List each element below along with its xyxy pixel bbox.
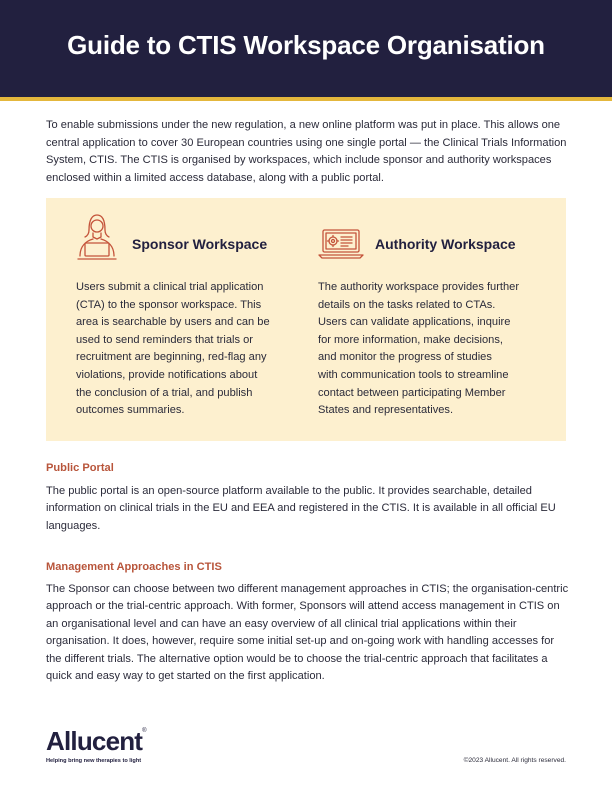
management-heading: Management Approaches in CTIS xyxy=(46,561,222,573)
copyright-notice: ©2023 Allucent. All rights reserved. xyxy=(463,757,566,764)
sponsor-workspace-body: Users submit a clinical trial application (CTA) to the sponsor workspace. This area is searchable by users and can be used to send reminders that trials or recruitment are beginning, red-flag any violations, provide notifications about the conclusion of a trial, and publish outcomes summaries. xyxy=(76,281,270,417)
public-portal-heading: Public Portal xyxy=(46,462,114,474)
workspaces-panel xyxy=(46,198,566,441)
logo-tagline: Helping bring new therapies to light xyxy=(46,758,142,764)
header-divider xyxy=(0,97,612,101)
authority-workspace-body: The authority workspace provides further details on the tasks related to CTAs. Users can validate applications, inquire for more information, make decisions, and monitor the progress of studies with communication tools to streamline contact between participating Member States and representatives. xyxy=(318,281,520,417)
trademark-symbol: ® xyxy=(142,728,147,734)
logo-wordmark: Allucent xyxy=(46,726,143,756)
intro-paragraph: To enable submissions under the new regulation, a new online platform was put in place. This allows one central application to cover 30 European countries using one single portal — the Clinical Trials Information System, CTIS. The CTIS is organised by workspaces, which include sponsor and authority workspaces enclosed within a limited access database, along with a public portal. xyxy=(46,119,567,184)
authority-workspace-title: Authority Workspace xyxy=(375,236,516,252)
allucent-logo xyxy=(46,728,147,755)
public-portal-body: The public portal is an open-source platform available to the public. It provides searchable, detailed information on clinical trials in the EU and EEA and registered in the CTIS. It is available in all official EU languages. xyxy=(46,485,556,532)
management-body: The Sponsor can choose between two different management approaches in CTIS; the organisation-centric approach or the trial-centric approach. With former, Sponsors will attend access management in CTIS on an organisational level and can have an easy overview of all clinical trial applications within their organisation. It does, however, require some initial set-up and on-going work with handling accesses for the different trials. The alternative option would be to choose the trial-centric approach that facilitates a quick and easy way to get started on the first application. xyxy=(46,583,569,683)
laptop-gear-icon xyxy=(318,228,364,260)
sponsor-workspace-title: Sponsor Workspace xyxy=(132,236,268,252)
header-banner xyxy=(0,0,612,97)
person-laptop-icon xyxy=(76,212,118,262)
page-title: Guide to CTIS Workspace Organisation xyxy=(67,30,545,60)
